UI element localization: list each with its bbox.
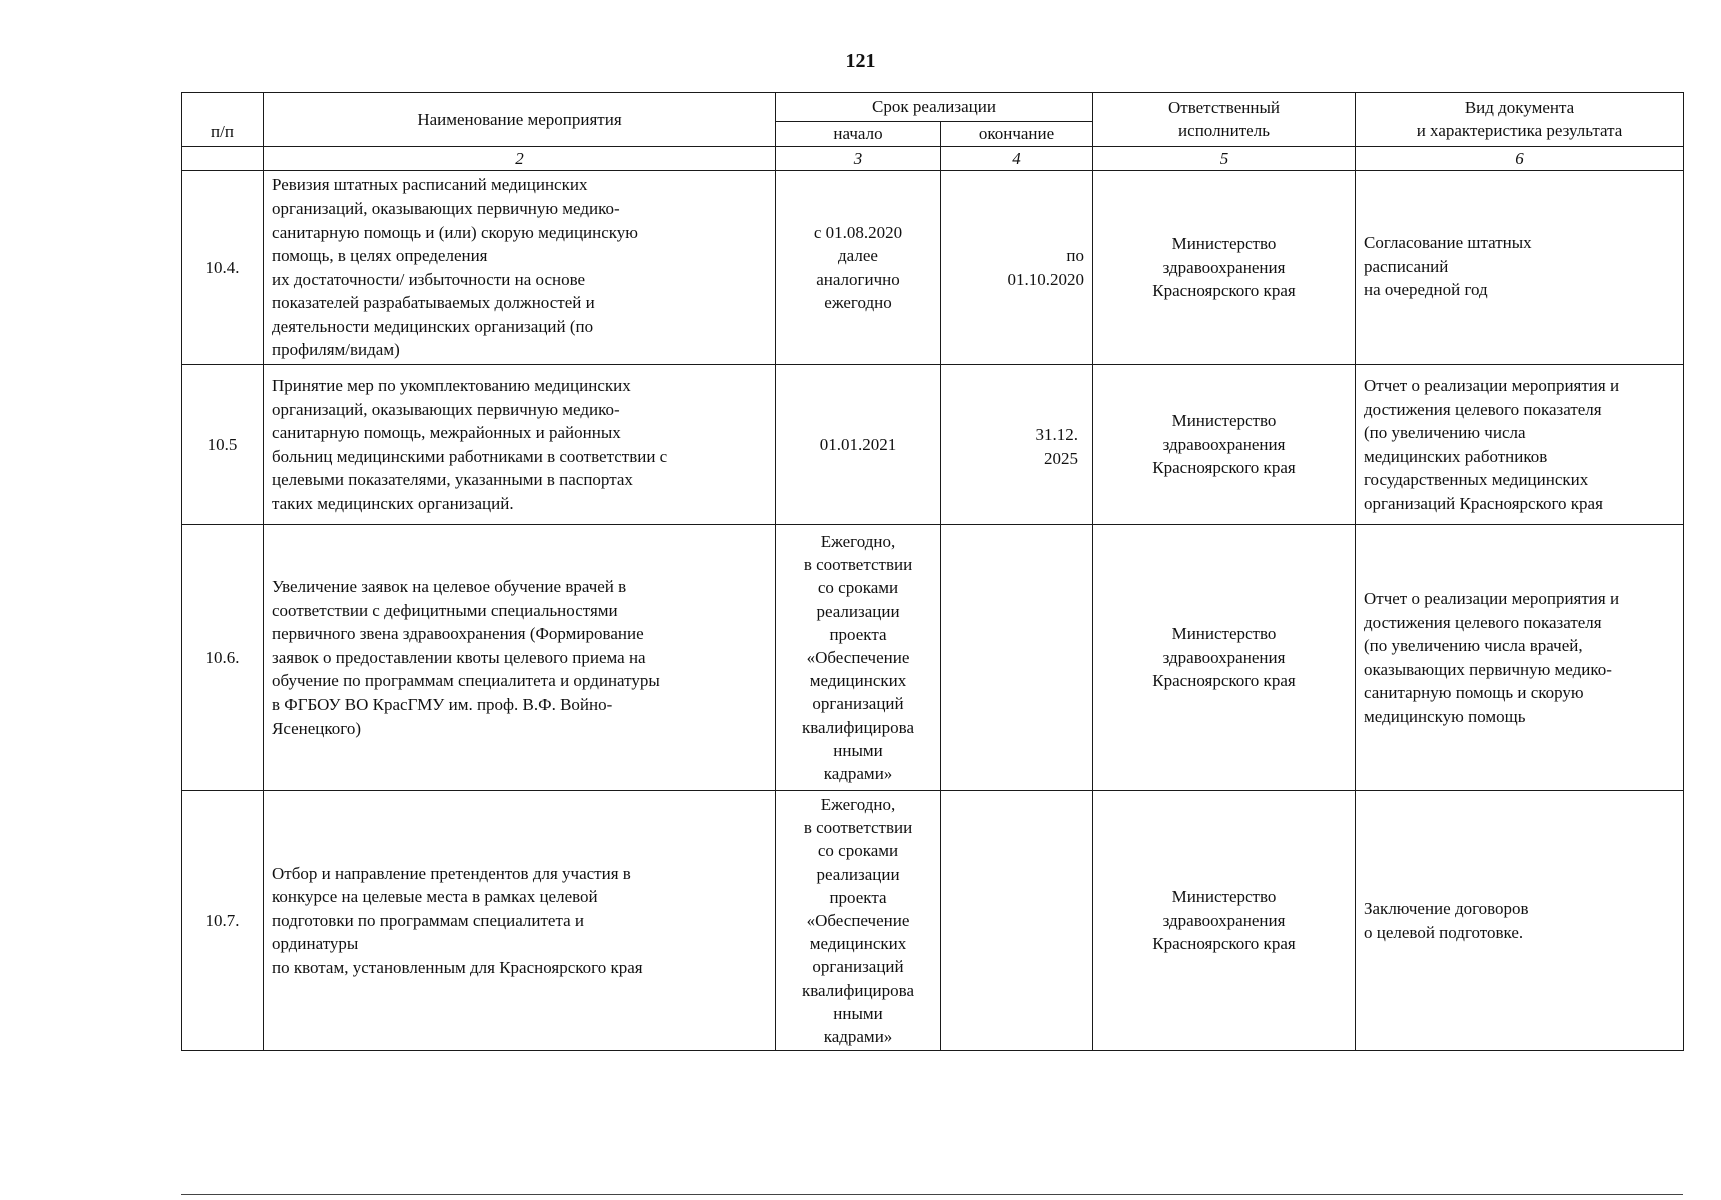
column-number <box>182 146 264 171</box>
responsible: Министерство здравоохранения Красноярского края <box>1093 791 1356 1051</box>
header-start: начало <box>776 122 941 147</box>
footer-divider <box>181 1194 1683 1195</box>
row-number: 10.6. <box>182 525 264 791</box>
column-number: 4 <box>941 146 1093 171</box>
column-number: 5 <box>1093 146 1356 171</box>
end-date: по 01.10.2020 <box>941 171 1093 365</box>
header-end: окончание <box>941 122 1093 147</box>
header-activity-name: Наименование мероприятия <box>264 93 776 147</box>
header-result: Вид документа и характеристика результата <box>1356 93 1684 147</box>
row-number: 10.4. <box>182 171 264 365</box>
responsible: Министерство здравоохранения Красноярского края <box>1093 365 1356 525</box>
end-date: 31.12. 2025 <box>941 365 1093 525</box>
column-number: 2 <box>264 146 776 171</box>
header-number: п/п <box>182 93 264 147</box>
activity-name: Отбор и направление претендентов для участия в конкурсе на целевые места в рамках целевой подготовки по программам специалитета и ординатуры по квотам, установленным для Красноярского края <box>264 791 776 1051</box>
start-date: Ежегодно, в соответствии со сроками реализации проекта «Обеспечение медицинских организаций квалифицирова нными кадрами» <box>776 525 941 791</box>
activity-name: Ревизия штатных расписаний медицинских организаций, оказывающих первичную медико- санитарную помощь и (или) скорую медицинскую помощь, в целях определения их достаточности/ избыточности на основе показателей разрабатываемых должностей и деятельности медицинских организаций (по профилям/видам) <box>264 171 776 365</box>
row-number: 10.7. <box>182 791 264 1051</box>
header-row-1 <box>182 93 1684 122</box>
column-numbers-row <box>182 146 1684 171</box>
result: Заключение договоров о целевой подготовке. <box>1356 791 1684 1051</box>
activity-name: Увеличение заявок на целевое обучение врачей в соответствии с дефицитными специальностями первичного звена здравоохранения (Формирование заявок о предоставлении квоты целевого приема на обучение по программам специалитета и ординатуры в ФГБОУ ВО КрасГМУ им. проф. В.Ф. Войно- Ясенецкого) <box>264 525 776 791</box>
end-date <box>941 791 1093 1051</box>
row-number: 10.5 <box>182 365 264 525</box>
result: Согласование штатных расписаний на очередной год <box>1356 171 1684 365</box>
start-date: Ежегодно, в соответствии со сроками реализации проекта «Обеспечение медицинских организаций квалифицирова нными кадрами» <box>776 791 941 1051</box>
column-number: 3 <box>776 146 941 171</box>
page-number: 121 <box>845 50 876 72</box>
result: Отчет о реализации мероприятия и достижения целевого показателя (по увеличению числа врачей, оказывающих первичную медико- санитарную помощь и скорую медицинскую помощь <box>1356 525 1684 791</box>
header-responsible: Ответственный исполнитель <box>1093 93 1356 147</box>
header-implementation-period: Срок реализации <box>776 93 1093 122</box>
responsible: Министерство здравоохранения Красноярского края <box>1093 525 1356 791</box>
responsible: Министерство здравоохранения Красноярского края <box>1093 171 1356 365</box>
result: Отчет о реализации мероприятия и достижения целевого показателя (по увеличению числа медицинских работников государственных медицинских организаций Красноярского края <box>1356 365 1684 525</box>
end-date <box>941 525 1093 791</box>
activity-name: Принятие мер по укомплектованию медицинских организаций, оказывающих первичную медико- санитарную помощь, межрайонных и районных больниц медицинскими работниками в соответствии с целевыми показателями, указанными в паспортах таких медицинских организаций. <box>264 365 776 525</box>
table-row <box>182 171 1684 365</box>
table-row <box>182 791 1684 1051</box>
table-row <box>182 525 1684 791</box>
table-row <box>182 365 1684 525</box>
column-number: 6 <box>1356 146 1684 171</box>
start-date: с 01.08.2020 далее аналогично ежегодно <box>776 171 941 365</box>
activities-table <box>181 92 1684 1051</box>
start-date: 01.01.2021 <box>776 365 941 525</box>
